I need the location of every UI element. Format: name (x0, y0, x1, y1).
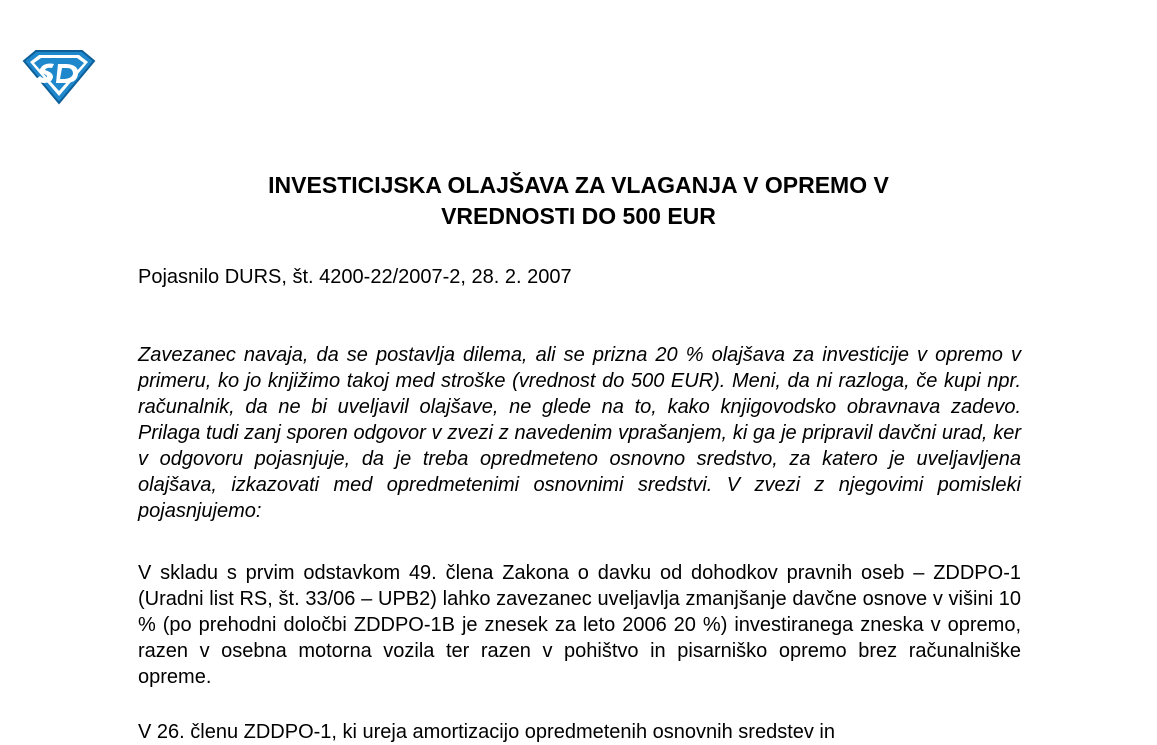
sd-shield-logo-icon (22, 47, 96, 105)
document-title (0, 170, 1157, 232)
document-title-line-2: VREDNOSTI DO 500 EUR (441, 203, 716, 229)
document-title-line-1: INVESTICIJSKA OLAJŠAVA ZA VLAGANJA V OPREMO V (268, 172, 889, 198)
paragraph-answer-1: V skladu s prvim odstavkom 49. člena Zakona o davku od dohodkov pravnih oseb – ZDDPO-1 (Uradni list RS, št. 33/06 – UPB2) lahko zavezanec uveljavlja zmanjšanje davčne osnove v višini 10 % (po prehodni določbi ZDDPO-1B je znesek za leto 2006 20 %) investiranega zneska v opremo, razen v osebna motorna vozila ter razen v pohištvo in pisarniško opremo brez računalniške opreme. (138, 562, 1021, 688)
document-source: Pojasnilo DURS, št. 4200-22/2007-2, 28. 2. 2007 (138, 266, 572, 288)
paragraph-question: Zavezanec navaja, da se postavlja dilema, ali se prizna 20 % olajšava za investicije v opremo v primeru, ko jo knjižimo takoj med stroške (vrednost do 500 EUR). Meni, da ni razloga, če kupi npr. računalnik, da ne bi uveljavil olajšave, ne glede na to, kako knjigovodsko obravnava zadevo. Prilaga tudi zanj sporen odgovor v zvezi z navedenim vprašanjem, ki ga je pripravil davčni urad, ker v odgovoru pojasnjuje, da je treba opredmeteno osnovno sredstvo, za katero je uveljavljena olajšava, izkazovati med opredmetenimi osnovnimi sredstvi. V zvezi z njegovimi pomisleki pojasnjujemo: (138, 344, 1021, 522)
paragraph-answer-2: V 26. členu ZDDPO-1, ki ureja amortizacijo opredmetenih osnovnih sredstev in (138, 721, 835, 743)
